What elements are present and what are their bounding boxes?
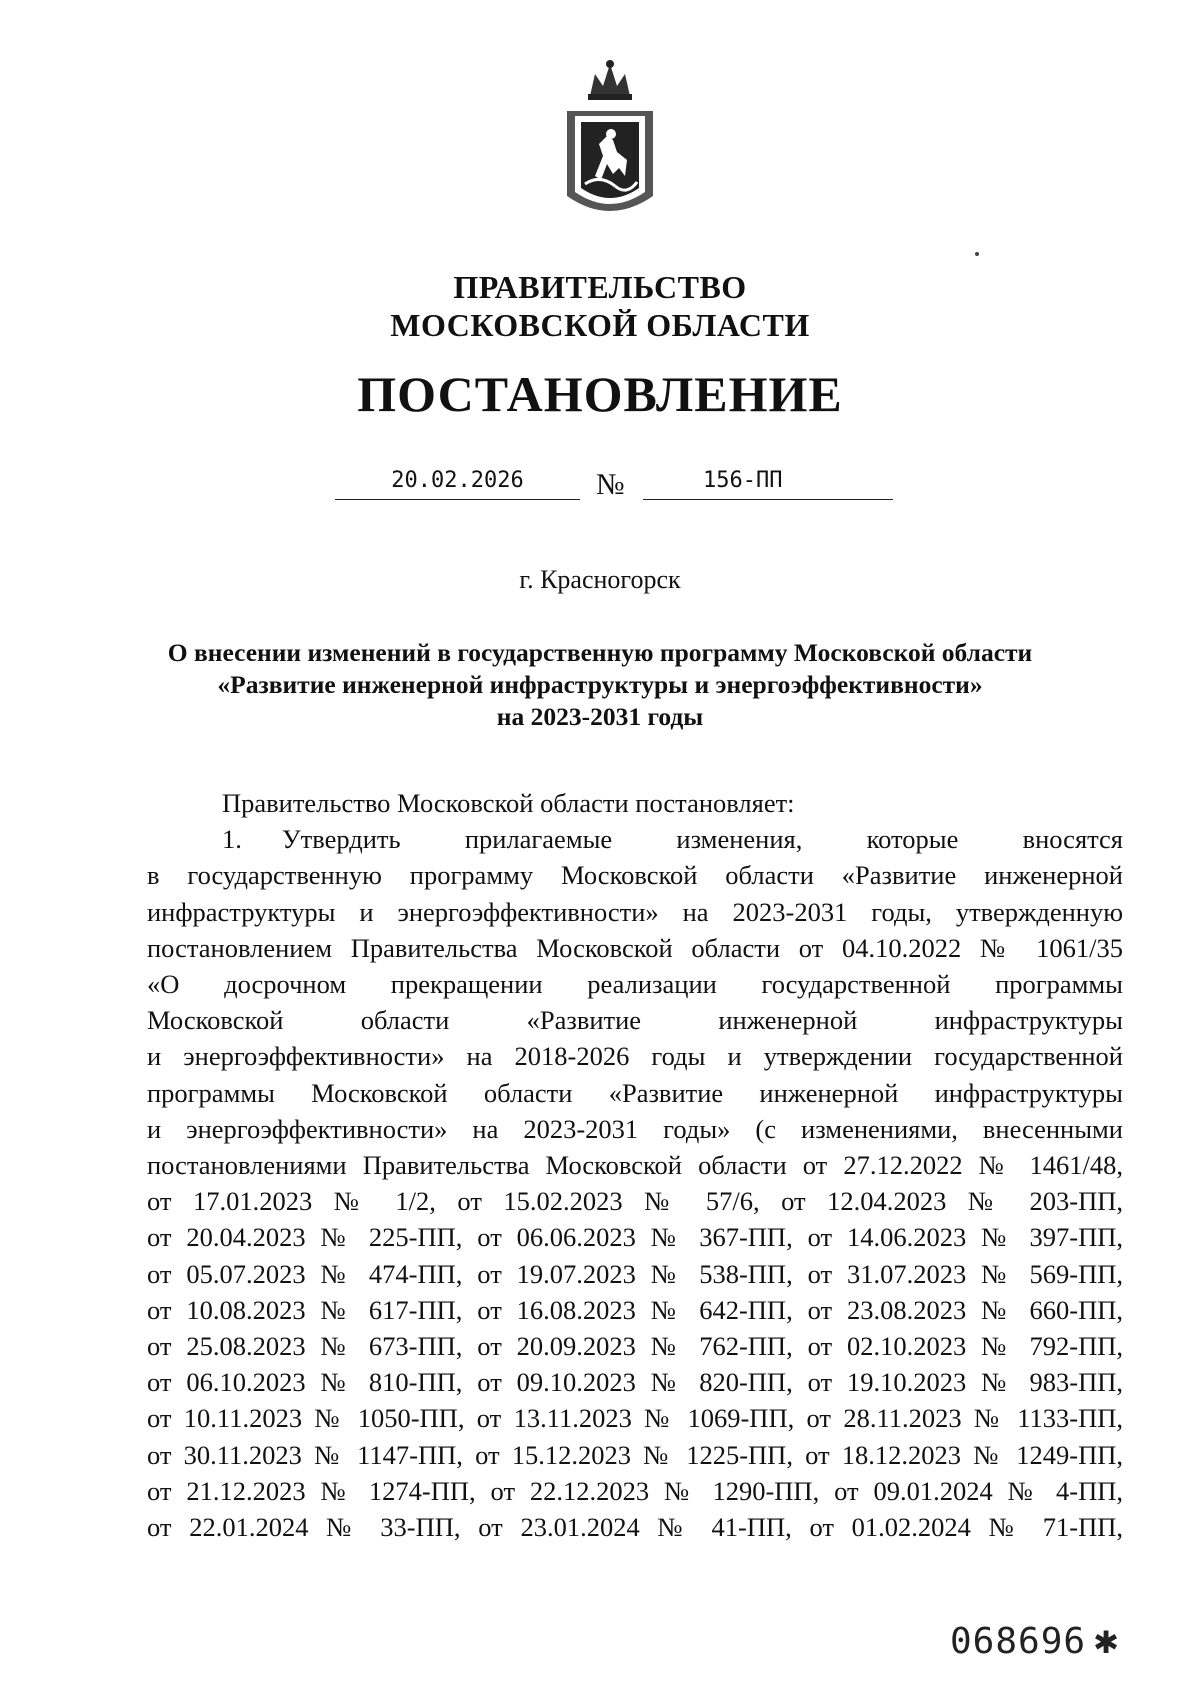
body-line: от 25.08.2023 № 673-ПП, от 20.09.2023 № 762-ПП, от 02.10.2023 № 792-ПП,: [147, 1331, 1123, 1362]
item-number: 1.: [222, 824, 242, 855]
subject-line-1: О внесении изменений в государственную программу Московской области: [167, 638, 1033, 667]
body-lead: Правительство Московской области постановляет:: [222, 788, 795, 818]
body-line: постановлением Правительства Московской области от 04.10.2022 № 1061/35: [147, 932, 1123, 963]
body-line: постановлениями Правительства Московской области от 27.12.2022 № 1461/48,: [147, 1150, 1123, 1181]
body-line: в государственную программу Московской области «Развитие инженерной: [147, 860, 1123, 891]
body-line: от 20.04.2023 № 225-ПП, от 06.06.2023 № 367-ПП, от 14.06.2023 № 397-ПП,: [147, 1222, 1123, 1253]
subject-line-2: «Развитие инженерной инфраструктуры и энергоэффективности»: [217, 670, 983, 699]
document-number: 156-ПП: [703, 468, 783, 493]
body-line: инфраструктуры и энергоэффективности» на 2023-2031 годы, утвержденную: [147, 896, 1123, 927]
body-line: Московской области «Развитие инженерной инфраструктуры: [147, 1005, 1123, 1036]
body-line: от 22.01.2024 № 33-ПП, от 23.01.2024 № 41-ПП, от 01.02.2024 № 71-ПП,: [147, 1512, 1123, 1543]
body-line: от 06.10.2023 № 810-ПП, от 09.10.2023 № 820-ПП, от 19.10.2023 № 983-ПП,: [147, 1367, 1123, 1398]
body-line: от 10.08.2023 № 617-ПП, от 16.08.2023 № 642-ПП, от 23.08.2023 № 660-ПП,: [147, 1294, 1123, 1325]
body-line: от 05.07.2023 № 474-ПП, от 19.07.2023 № 538-ПП, от 31.07.2023 № 569-ПП,: [147, 1258, 1123, 1289]
place-of-issue: г. Красногорск: [519, 565, 681, 594]
document-date-field: 20.02.2026: [335, 465, 580, 500]
body-line: от 17.01.2023 № 1/2, от 15.02.2023 № 57/6, от 12.04.2023 № 203-ПП,: [147, 1186, 1123, 1217]
number-sign: №: [596, 468, 625, 501]
body-line: от 30.11.2023 № 1147-ПП, от 15.12.2023 № 1225-ПП, от 18.12.2023 № 1249-ПП,: [147, 1439, 1123, 1470]
scan-speck: [975, 252, 979, 256]
body-line: и энергоэффективности» на 2023-2031 годы» (с изменениями, внесенными: [147, 1113, 1123, 1144]
body-line: от 10.11.2023 № 1050-ПП, от 13.11.2023 № 1069-ПП, от 28.11.2023 № 1133-ПП,: [147, 1403, 1123, 1434]
body-line: программы Московской области «Развитие инженерной инфраструктуры: [147, 1077, 1123, 1108]
document-type-title: ПОСТАНОВЛЕНИЕ: [357, 366, 843, 422]
serial-number-value: 068696: [950, 1621, 1087, 1662]
subject-line-3: на 2023-2031 годы: [496, 702, 704, 731]
body-line: и энергоэффективности» на 2018-2026 годы и утверждении государственной: [147, 1041, 1123, 1072]
document-number-field: [643, 465, 893, 500]
form-serial-number: [950, 1617, 1120, 1663]
document-subject: [140, 637, 1060, 733]
org-name-line2: МОСКОВСКОЙ ОБЛАСТИ: [390, 307, 810, 343]
org-name-line1: ПРАВИТЕЛЬСТВО: [453, 269, 747, 305]
document-body: [147, 785, 1123, 1545]
coat-of-arms-icon: [555, 56, 665, 226]
body-line: «О досрочном прекращении реализации государственной программы: [147, 969, 1123, 1000]
body-line: от 21.12.2023 № 1274-ПП, от 22.12.2023 № 1290-ПП, от 09.01.2024 № 4-ПП,: [147, 1475, 1123, 1506]
asterisk-icon: ✱: [1094, 1617, 1120, 1663]
body-line: 1. Утвердить прилагаемые изменения, которые вносятся: [222, 824, 1123, 855]
